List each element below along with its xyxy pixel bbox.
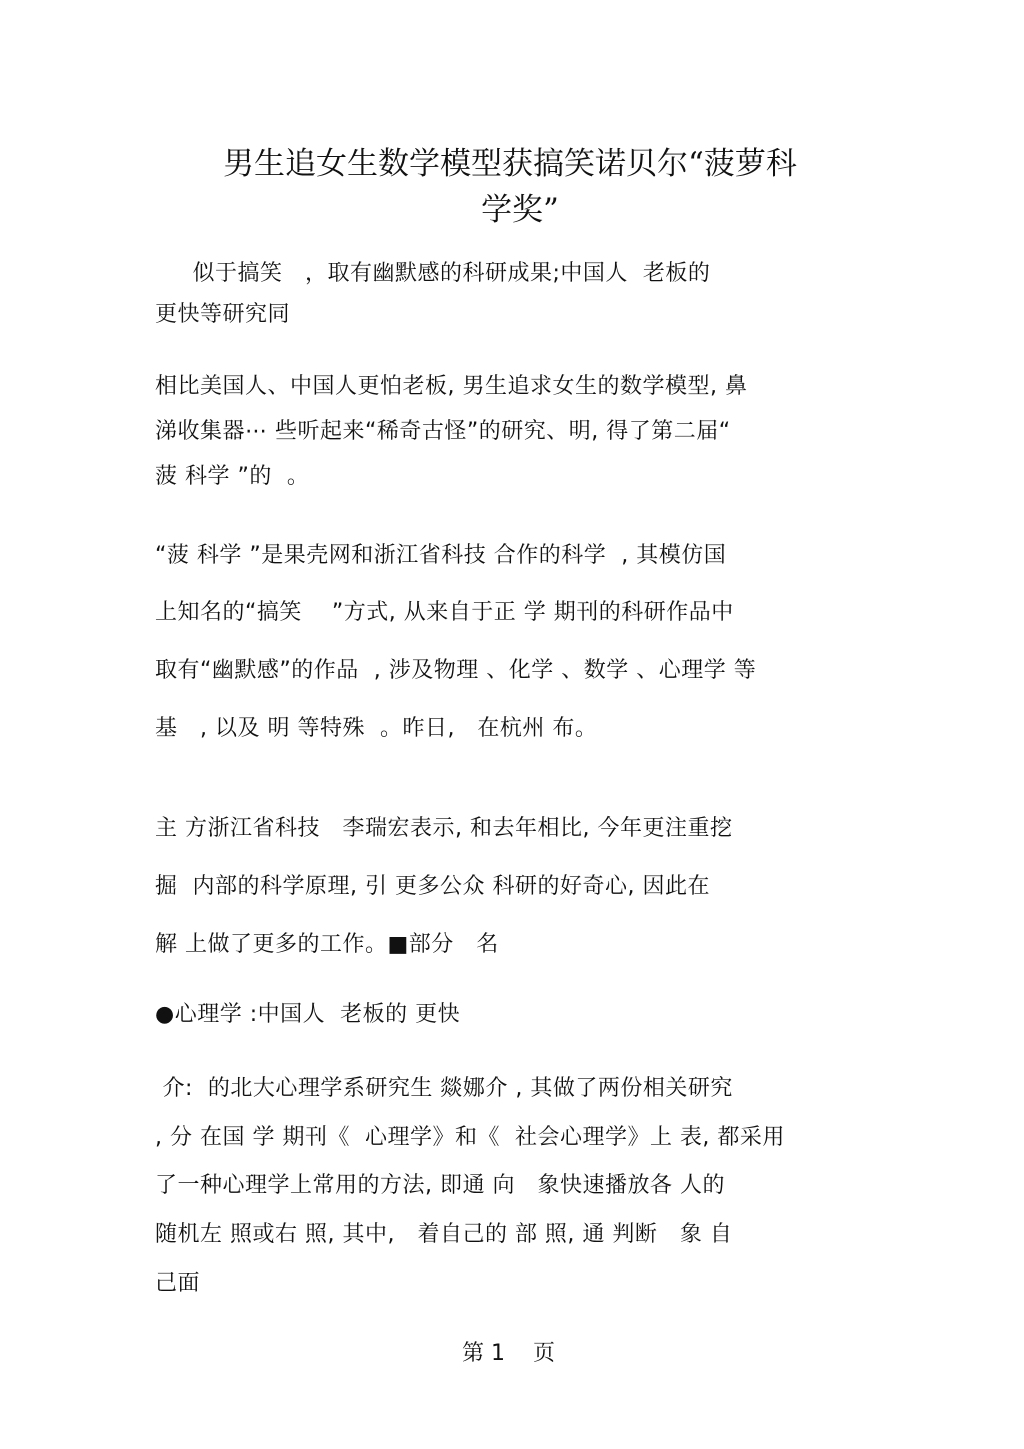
paragraph-4-line: 了一种心理学上常用的方法, 即通 向 象快速播放各 人的: [155, 1173, 725, 1198]
paragraph-1-line: 涕收集器⋯ 些听起来“稀奇古怪”的研究、明, 得了第二届“: [155, 419, 731, 444]
paragraph-3-line: 主 方浙江省科技 李瑞宏表示, 和去年相比, 今年更注重挖: [155, 816, 733, 841]
paragraph-3-line: 掘 内部的科学原理, 引 更多公众 科研的好奇心, 因此在: [155, 874, 710, 899]
paragraph-4-line: , 分 在国 学 期刊《 心理学》和《 社会心理学》上 表, 都采用: [155, 1125, 785, 1150]
paragraph-4-line: 随机左 照或右 照, 其中, 着自己的 部 照, 通 判断 象 自: [155, 1222, 733, 1247]
section-heading-psychology: ●心理学 :中国人 老板的 更快: [155, 1002, 461, 1027]
paragraph-2-line: 取有“幽默感”的作品 , 涉及物理 、化学 、数学 、心理学 等: [155, 658, 757, 683]
document-title: 男生追女生数学模型获搞笑诺贝尔“菠萝科: [223, 146, 797, 182]
paragraph-2-line: “菠 科学 ”是果壳网和浙江省科技 合作的科学 , 其模仿国: [155, 543, 727, 568]
page-number: 第 1 页: [462, 1341, 555, 1366]
paragraph-2-line: 上知名的“搞笑 ”方式, 从来自于正 学 期刊的科研作品中: [155, 600, 734, 625]
paragraph-4-line: 己面: [155, 1271, 201, 1296]
paragraph-1-line: 相比美国人、中国人更怕老板, 男生追求女生的数学模型, 鼻: [155, 374, 748, 399]
paragraph-4-line: 介: 的北大心理学系研究生 燚娜介 , 其做了两份相关研究: [155, 1076, 733, 1101]
paragraph-3-line: 解 上做了更多的工作。■部分 名: [155, 932, 499, 957]
document-title-continued: 学奖”: [481, 192, 559, 228]
paragraph-1-line: 菠 科学 ”的 。: [155, 464, 310, 489]
paragraph-2-line: 基 , 以及 明 等特殊 。昨日, 在杭州 布。: [155, 716, 598, 741]
intro-line: 更快等研究同: [155, 302, 291, 327]
intro-line: 似于搞笑 ，取有幽默感的科研成果;中国人 老板的: [155, 261, 711, 286]
